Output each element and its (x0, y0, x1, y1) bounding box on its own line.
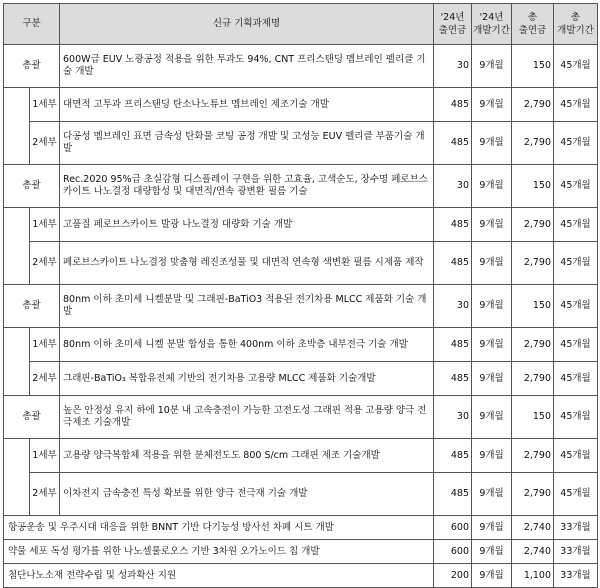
table-row (4, 328, 598, 362)
total-period-cell: 45개월 (554, 285, 598, 328)
project-title-cell: 페로브스카이트 나노결정 맞춤형 레진조성물 및 대면적 연속형 색변환 필름 시제품 제작 (60, 242, 434, 285)
budget-cell: 30 (434, 285, 472, 328)
header-period-24: '24년 개발기간 (472, 4, 512, 45)
table-row (4, 285, 598, 328)
project-title-cell: Rec.2020 95%급 초실감형 디스플레이 구현을 위한 고효율, 고색순도, 장수명 페로브스카이트 나노결정 대량합성 및 대면적/연속 광변환 필름 기술 (60, 165, 434, 208)
total-budget-cell: 2,790 (512, 473, 554, 516)
total-budget-cell: 2,790 (512, 88, 554, 122)
row-label: 총괄 (4, 396, 60, 439)
project-title-cell: 80nm 이하 초미세 니켈분말 및 그래핀-BaTiO3 적용된 전기차용 MLCC 제품화 기술 개발 (60, 285, 434, 328)
table-row (4, 242, 598, 285)
budget-cell: 600 (434, 516, 472, 540)
table-row (4, 439, 598, 473)
row-label: 총괄 (4, 285, 60, 328)
total-budget-cell: 150 (512, 285, 554, 328)
row-label: 총괄 (4, 45, 60, 88)
period-cell: 9개월 (472, 362, 512, 396)
total-period-cell: 45개월 (554, 45, 598, 88)
period-cell: 9개월 (472, 45, 512, 88)
table-row (4, 362, 598, 396)
period-cell: 9개월 (472, 165, 512, 208)
table-row (4, 516, 598, 540)
row-label: 1세부 (30, 88, 60, 122)
row-label: 1세부 (30, 439, 60, 473)
project-title-cell: 고품질 페로브스카이트 발광 나노결정 대량화 기술 개발 (60, 208, 434, 242)
budget-cell: 485 (434, 473, 472, 516)
period-cell: 9개월 (472, 439, 512, 473)
period-cell: 9개월 (472, 564, 512, 588)
period-cell: 9개월 (472, 208, 512, 242)
project-title-cell: 80nm 이하 초미세 니켈 분말 합성을 통한 400nm 이하 초박층 내부전극 기술 개발 (60, 328, 434, 362)
total-budget-cell: 2,790 (512, 242, 554, 285)
project-title-cell: 600W급 EUV 노광공정 적용을 위한 투과도 94%, CNT 프리스탠딩 멤브레인 펠리클 기술 개발 (60, 45, 434, 88)
header-budget-24: '24년 출연금 (434, 4, 472, 45)
budget-cell: 30 (434, 165, 472, 208)
total-period-cell: 45개월 (554, 122, 598, 165)
total-budget-cell: 2,790 (512, 328, 554, 362)
total-period-cell: 45개월 (554, 328, 598, 362)
table-row (4, 564, 598, 588)
budget-cell: 485 (434, 242, 472, 285)
table-row (4, 88, 598, 122)
total-period-cell: 33개월 (554, 516, 598, 540)
period-cell: 9개월 (472, 516, 512, 540)
budget-cell: 600 (434, 540, 472, 564)
budget-cell: 485 (434, 439, 472, 473)
total-budget-cell: 2,790 (512, 362, 554, 396)
period-cell: 9개월 (472, 285, 512, 328)
header-group: 구분 (4, 4, 60, 45)
table-row (4, 122, 598, 165)
total-budget-cell: 2,790 (512, 122, 554, 165)
group-spacer-cell (4, 208, 30, 285)
total-period-cell: 45개월 (554, 165, 598, 208)
table-row (4, 396, 598, 439)
budget-cell: 485 (434, 328, 472, 362)
header-row (4, 4, 598, 45)
budget-cell: 485 (434, 88, 472, 122)
row-label: 1세부 (30, 208, 60, 242)
row-label: 2세부 (30, 473, 60, 516)
total-budget-cell: 150 (512, 396, 554, 439)
table-row (4, 165, 598, 208)
total-budget-cell: 2,790 (512, 439, 554, 473)
table-row (4, 473, 598, 516)
project-title-cell: 대면적 고투과 프리스탠딩 탄소나노튜브 멤브레인 제조기술 개발 (60, 88, 434, 122)
budget-cell: 485 (434, 362, 472, 396)
total-period-cell: 45개월 (554, 88, 598, 122)
period-cell: 9개월 (472, 473, 512, 516)
project-title-cell: 고용량 양극복합체 적용을 위한 분체전도도 800 S/cm 그래핀 제조 기술개발 (60, 439, 434, 473)
table-body (4, 45, 598, 588)
period-cell: 9개월 (472, 88, 512, 122)
period-cell: 9개월 (472, 540, 512, 564)
total-period-cell: 33개월 (554, 564, 598, 588)
total-period-cell: 45개월 (554, 396, 598, 439)
group-spacer-cell (4, 328, 30, 396)
total-budget-cell: 2,740 (512, 540, 554, 564)
period-cell: 9개월 (472, 328, 512, 362)
row-label: 2세부 (30, 122, 60, 165)
period-cell: 9개월 (472, 122, 512, 165)
header-total-budget: 총 출연금 (512, 4, 554, 45)
project-title-cell: 약물 세포 독성 평가를 위한 나노셀룰로오스 기반 3차원 오가노이드 칩 개발 (4, 540, 434, 564)
project-title-cell: 첨단나노소재 전략수립 및 성과확산 지원 (4, 564, 434, 588)
row-label: 2세부 (30, 242, 60, 285)
total-budget-cell: 2,790 (512, 208, 554, 242)
project-table (3, 3, 598, 588)
budget-cell: 30 (434, 45, 472, 88)
project-title-cell: 그래핀-BaTiO₃ 복합유전체 기반의 전기차용 고용량 MLCC 제품화 기술개발 (60, 362, 434, 396)
budget-cell: 200 (434, 564, 472, 588)
project-title-cell: 이차전지 급속충전 특성 확보를 위한 양극 전극재 기술 개발 (60, 473, 434, 516)
project-title-cell: 항공운송 및 우주시대 대응을 위한 BNNT 기반 다기능성 방사선 차폐 시트 개발 (4, 516, 434, 540)
table-row (4, 208, 598, 242)
total-budget-cell: 2,740 (512, 516, 554, 540)
total-period-cell: 45개월 (554, 208, 598, 242)
total-budget-cell: 1,100 (512, 564, 554, 588)
project-title-cell: 다공성 멤브레인 표면 금속성 탄화물 코팅 공정 개발 및 고성능 EUV 펠리클 부품기술 개발 (60, 122, 434, 165)
row-label: 1세부 (30, 328, 60, 362)
total-budget-cell: 150 (512, 165, 554, 208)
header-title: 신규 기획과제명 (60, 4, 434, 45)
budget-cell: 485 (434, 122, 472, 165)
budget-cell: 485 (434, 208, 472, 242)
row-label: 총괄 (4, 165, 60, 208)
group-spacer-cell (4, 439, 30, 516)
total-period-cell: 45개월 (554, 473, 598, 516)
period-cell: 9개월 (472, 396, 512, 439)
total-period-cell: 45개월 (554, 439, 598, 473)
project-title-cell: 높은 안정성 유지 하에 10분 내 고속충전이 가능한 고전도성 그래핀 적용 고용량 양극 전극제조 기술개발 (60, 396, 434, 439)
total-budget-cell: 150 (512, 45, 554, 88)
row-label: 2세부 (30, 362, 60, 396)
table-row (4, 45, 598, 88)
header-total-period: 총 개발기간 (554, 4, 598, 45)
total-period-cell: 33개월 (554, 540, 598, 564)
budget-cell: 30 (434, 396, 472, 439)
period-cell: 9개월 (472, 242, 512, 285)
group-spacer-cell (4, 88, 30, 165)
total-period-cell: 45개월 (554, 242, 598, 285)
total-period-cell: 45개월 (554, 362, 598, 396)
